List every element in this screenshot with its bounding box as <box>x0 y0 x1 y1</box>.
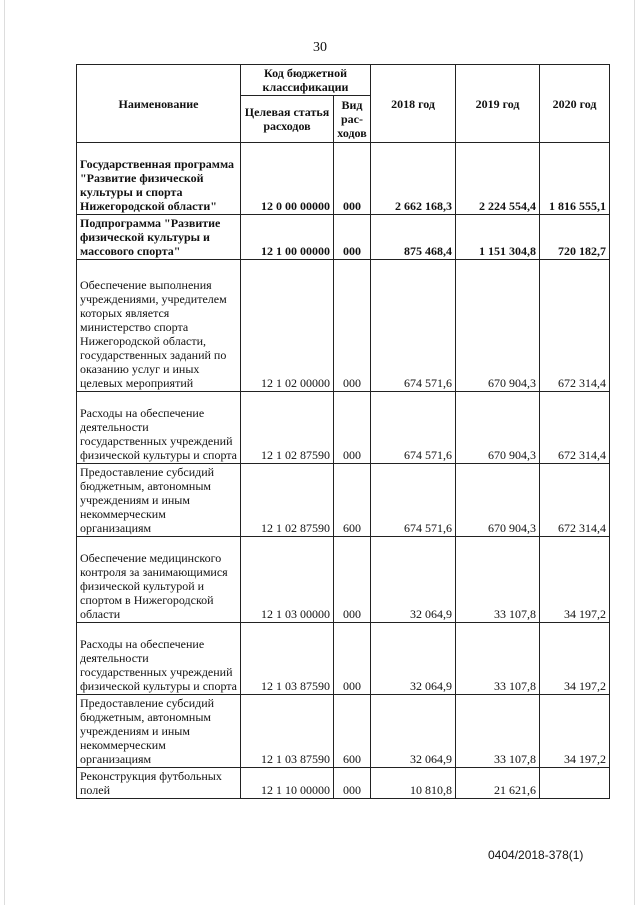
row-value-2019: 670 904,3 <box>456 260 540 392</box>
row-target-code: 12 1 02 87590 <box>241 464 334 537</box>
row-name: Расходы на обеспечение деятельности государственных учреждений физической культуры и спорта <box>77 623 241 695</box>
left-scan-edge <box>4 0 5 905</box>
row-expense-type: 000 <box>334 260 371 392</box>
header-row-1 <box>77 65 610 96</box>
row-value-2018: 674 571,6 <box>371 392 456 464</box>
row-target-code: 12 1 03 87590 <box>241 695 334 768</box>
header-2018: 2018 год <box>371 65 456 143</box>
row-value-2019: 1 151 304,8 <box>456 215 540 260</box>
row-value-2018: 32 064,9 <box>371 537 456 623</box>
row-target-code: 12 1 03 00000 <box>241 537 334 623</box>
table-row <box>77 260 610 392</box>
row-expense-type: 000 <box>334 392 371 464</box>
page-number: 30 <box>313 40 327 55</box>
row-value-2018: 32 064,9 <box>371 695 456 768</box>
row-value-2019: 670 904,3 <box>456 464 540 537</box>
row-value-2019: 33 107,8 <box>456 695 540 768</box>
row-value-2020 <box>540 768 610 799</box>
row-expense-type: 600 <box>334 464 371 537</box>
row-value-2019: 33 107,8 <box>456 537 540 623</box>
header-expense-type: Вид рас-ходов <box>334 96 371 143</box>
row-value-2019: 33 107,8 <box>456 623 540 695</box>
right-scan-edge <box>634 0 635 905</box>
table-row <box>77 623 610 695</box>
row-value-2020: 720 182,7 <box>540 215 610 260</box>
row-value-2020: 672 314,4 <box>540 260 610 392</box>
row-value-2020: 672 314,4 <box>540 464 610 537</box>
table-row <box>77 768 610 799</box>
row-value-2019: 21 621,6 <box>456 768 540 799</box>
row-value-2020: 34 197,2 <box>540 537 610 623</box>
row-value-2018: 32 064,9 <box>371 623 456 695</box>
row-target-code: 12 1 02 87590 <box>241 392 334 464</box>
row-name: Предоставление субсидий бюджетным, автономным учреждениям и иным некоммерческим организациям <box>77 464 241 537</box>
row-target-code: 12 0 00 00000 <box>241 143 334 215</box>
row-value-2019: 670 904,3 <box>456 392 540 464</box>
row-expense-type: 000 <box>334 143 371 215</box>
table-row <box>77 537 610 623</box>
row-value-2020: 1 816 555,1 <box>540 143 610 215</box>
row-value-2020: 34 197,2 <box>540 623 610 695</box>
header-2019: 2019 год <box>456 65 540 143</box>
table-row <box>77 464 610 537</box>
table-row <box>77 392 610 464</box>
row-value-2019: 2 224 554,4 <box>456 143 540 215</box>
document-code: 0404/2018-378(1) <box>488 848 584 862</box>
header-2020: 2020 год <box>540 65 610 143</box>
row-expense-type: 000 <box>334 768 371 799</box>
row-name: Подпрограмма "Развитие физической культуры и массового спорта" <box>77 215 241 260</box>
row-name: Предоставление субсидий бюджетным, автономным учреждениям и иным некоммерческим организациям <box>77 695 241 768</box>
row-value-2018: 10 810,8 <box>371 768 456 799</box>
row-name: Обеспечение выполнения учреждениями, учредителем которых является министерство спорта Нижегородской области, государственных заданий по оказанию услуг и иных целевых мероприятий <box>77 260 241 392</box>
row-target-code: 12 1 00 00000 <box>241 215 334 260</box>
row-target-code: 12 1 03 87590 <box>241 623 334 695</box>
header-name: Наименование <box>77 65 241 143</box>
row-value-2018: 674 571,6 <box>371 464 456 537</box>
table-row <box>77 143 610 215</box>
row-name: Расходы на обеспечение деятельности государственных учреждений физической культуры и спорта <box>77 392 241 464</box>
row-expense-type: 600 <box>334 695 371 768</box>
table-row <box>77 215 610 260</box>
header-code-group: Код бюджетной классификации <box>241 65 371 96</box>
table-body <box>77 143 610 799</box>
row-value-2020: 672 314,4 <box>540 392 610 464</box>
row-target-code: 12 1 02 00000 <box>241 260 334 392</box>
row-target-code: 12 1 10 00000 <box>241 768 334 799</box>
budget-table <box>76 64 610 799</box>
header-target-article: Целевая статья расходов <box>241 96 334 143</box>
row-expense-type: 000 <box>334 623 371 695</box>
row-name: Обеспечение медицинского контроля за занимающимися физической культурой и спортом в Нижегородской области <box>77 537 241 623</box>
row-name: Реконструкция футбольных полей <box>77 768 241 799</box>
row-value-2018: 674 571,6 <box>371 260 456 392</box>
row-name: Государственная программа "Развитие физической культуры и спорта Нижегородской области" <box>77 143 241 215</box>
row-expense-type: 000 <box>334 215 371 260</box>
row-value-2020: 34 197,2 <box>540 695 610 768</box>
row-value-2018: 875 468,4 <box>371 215 456 260</box>
table-row <box>77 695 610 768</box>
row-value-2018: 2 662 168,3 <box>371 143 456 215</box>
row-expense-type: 000 <box>334 537 371 623</box>
